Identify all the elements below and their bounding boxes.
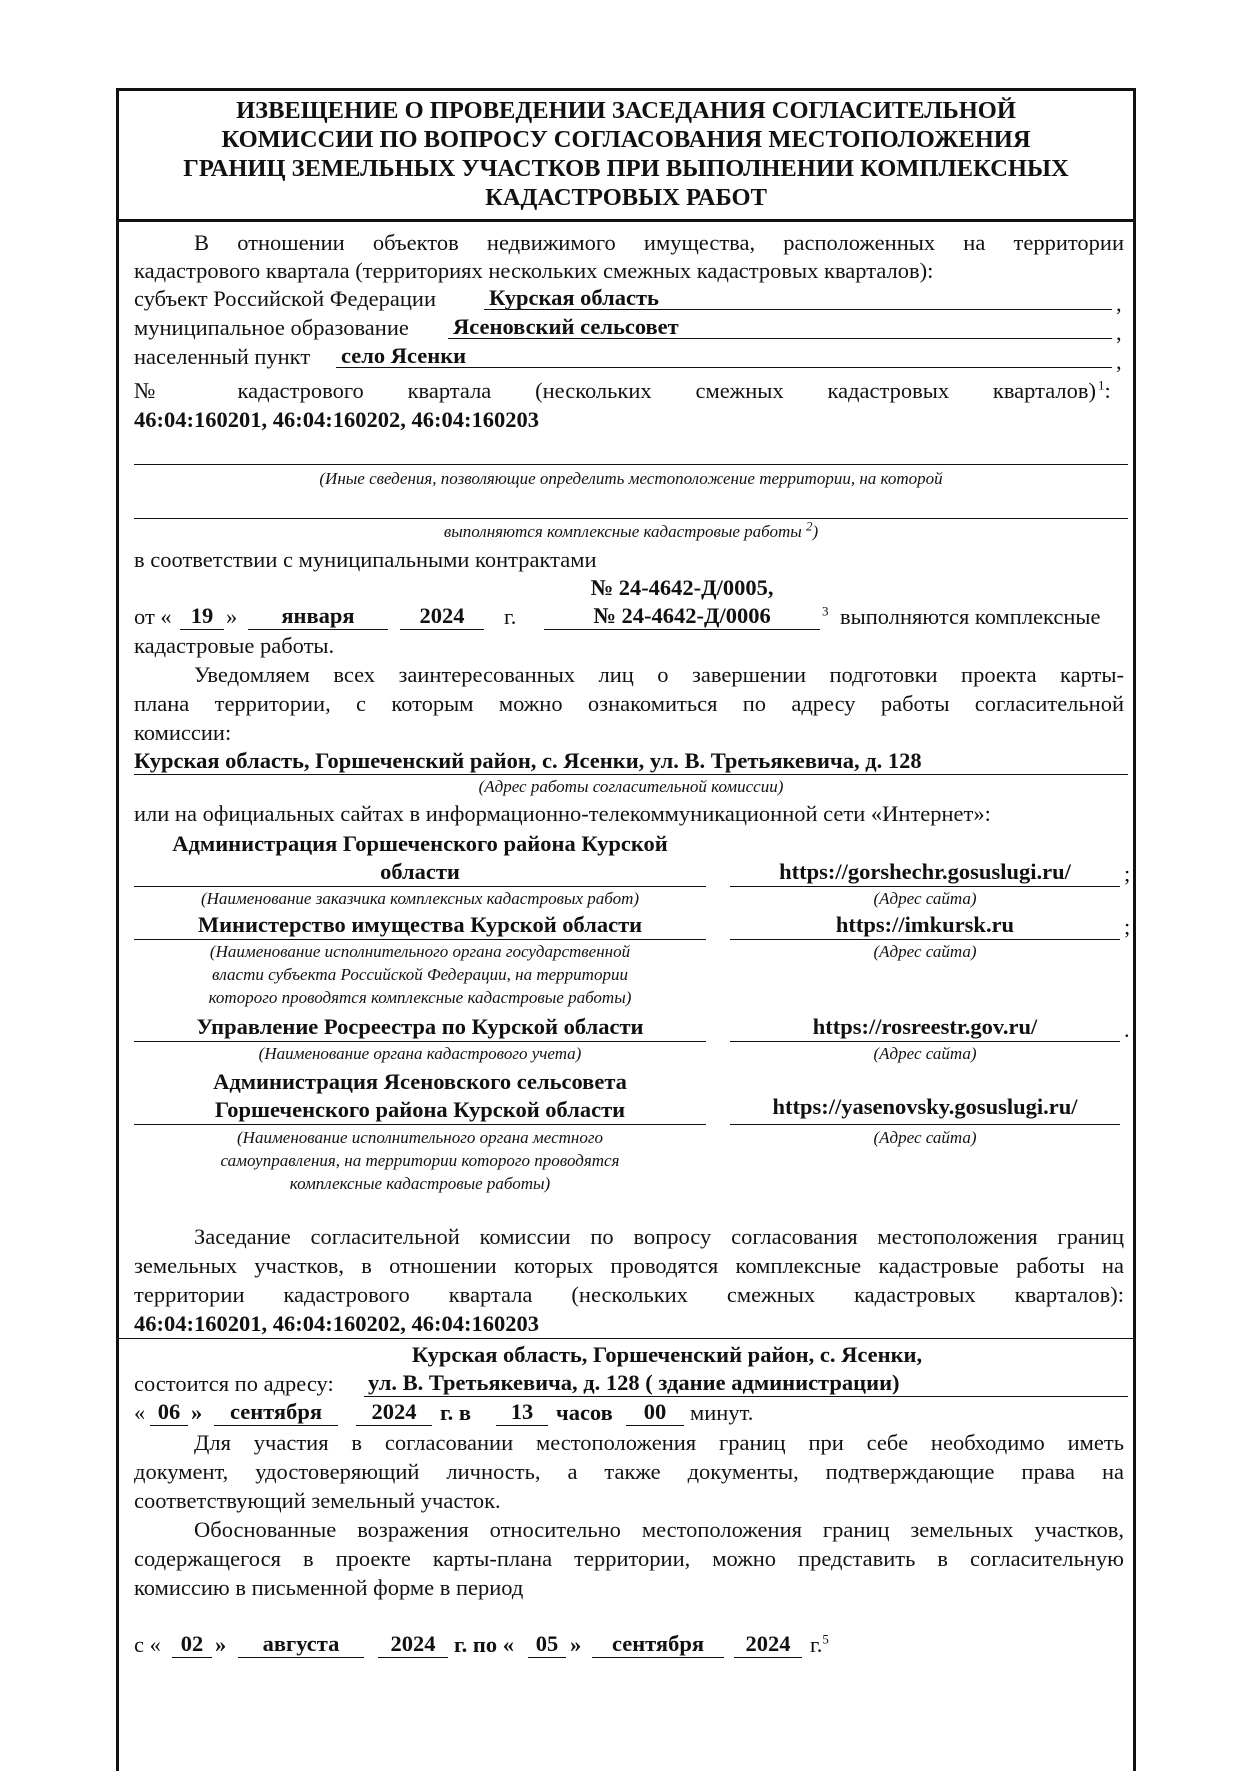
site-url-caption: (Адрес сайта): [873, 1044, 977, 1063]
title-line: ИЗВЕЩЕНИЕ О ПРОВЕДЕНИИ ЗАСЕДАНИЯ СОГЛАСИТЕЛЬНОЙ: [236, 97, 1016, 124]
site-name-caption: (Наименование заказчика комплексных кадастровых работ): [200, 889, 640, 908]
period-to-day: 05: [528, 1630, 566, 1658]
comma: ,: [1116, 320, 1122, 345]
title-line: КОМИССИИ ПО ВОПРОСУ СОГЛАСОВАНИЯ МЕСТОПОЛОЖЕНИЯ: [221, 126, 1031, 153]
site-name-underline: [134, 1041, 706, 1042]
address-caption: (Адрес работы согласительной комиссии): [478, 777, 784, 796]
quote-close: »: [226, 604, 238, 629]
site-name-caption: самоуправления, на территории которого проводятся: [220, 1151, 620, 1170]
municipality-underline: [448, 338, 1112, 339]
municipality-value: Ясеновский сельсовет: [453, 314, 679, 339]
quote-open: «: [134, 1400, 146, 1425]
site-name-caption: которого проводятся комплексные кадастровые работы): [208, 988, 632, 1007]
site-url[interactable]: https://gorshechr.gosuslugi.ru/: [779, 859, 1071, 884]
intro-line: кадастрового квартала (территориях нескольких смежных кадастровых кварталов):: [134, 258, 934, 283]
site-url-caption: (Адрес сайта): [873, 942, 977, 961]
period-from-year: 2024: [378, 1630, 448, 1658]
meeting-line: земельных участков, в отношении которых проводятся комплексные кадастровые работы на: [134, 1253, 1124, 1278]
site-name: Горшеченского района Курской области: [214, 1097, 626, 1122]
other-info-underline: [134, 464, 1128, 465]
site-url-underline: [730, 1041, 1120, 1042]
site-name-underline: [134, 939, 706, 940]
settlement-underline: [336, 367, 1112, 368]
site-url[interactable]: https://yasenovsky.gosuslugi.ru/: [772, 1094, 1078, 1119]
intro-line: В отношении объектов недвижимого имущества, расположенных на территории: [194, 230, 1124, 255]
contract-from: от «: [134, 604, 172, 629]
period-from-month: августа: [238, 1630, 364, 1658]
period-to-month: сентября: [592, 1630, 724, 1658]
site-name-underline: [134, 1124, 706, 1125]
meeting-month: сентября: [214, 1398, 338, 1426]
participation-line: соответствующий земельный участок.: [134, 1488, 501, 1513]
site-name: Управление Росреестра по Курской области: [196, 1014, 644, 1039]
period-from-day: 02: [172, 1630, 212, 1658]
meeting-year: 2024: [356, 1398, 432, 1426]
participation-line: Для участия в согласовании местоположения границ при себе необходимо иметь: [194, 1430, 1124, 1455]
notice-title: [119, 96, 1133, 212]
meeting-hour: 13: [496, 1398, 548, 1426]
punct: ;: [1124, 861, 1131, 886]
site-name-caption: комплексные кадастровые работы): [289, 1174, 551, 1193]
comma: ,: [1116, 349, 1122, 374]
site-url[interactable]: https://imkursk.ru: [835, 912, 1015, 937]
subject-label: субъект Российской Федерации: [134, 286, 437, 311]
quote-close: »: [570, 1632, 582, 1657]
site-url-underline: [730, 939, 1120, 940]
meeting-minutes-label: минут.: [690, 1400, 754, 1425]
title-divider: [116, 219, 1133, 222]
site-name-caption: власти субъекта Российской Федерации, на территории: [212, 965, 628, 984]
meeting-day: 06: [150, 1398, 188, 1426]
meeting-address: Курская область, Горшеченский район, с. Ясенки,: [411, 1342, 923, 1367]
contract-year-suffix: г.: [504, 604, 517, 629]
quote-close: »: [215, 1632, 227, 1657]
address-underline: [134, 774, 1128, 775]
meeting-minute: 00: [626, 1398, 684, 1426]
site-url-underline: [730, 1124, 1120, 1125]
site-name-caption: (Наименование исполнительного органа государственной: [209, 942, 631, 961]
site-name-caption: (Наименование органа кадастрового учета): [258, 1044, 582, 1063]
commission-address: Курская область, Горшеченский район, с. Ясенки, ул. В. Третьякевича, д. 128: [134, 748, 922, 773]
meeting-line: территории кадастрового квартала (нескольких смежных кадастровых кварталов):: [134, 1282, 1124, 1307]
participation-line: документ, удостоверяющий личность, а также документы, подтверждающие права на: [134, 1459, 1124, 1484]
notice-line: комиссии:: [134, 720, 232, 745]
contract-number: № 24-4642-Д/0005,: [590, 575, 774, 600]
site-url-underline: [730, 886, 1120, 887]
settlement-label: населенный пункт: [134, 344, 311, 369]
meeting-address-underline: [364, 1396, 1128, 1397]
objections-line: содержащегося в проекте карты-плана территории, можно представить в согласительную: [134, 1546, 1124, 1571]
quarter-footnote: $^1$:: [1098, 377, 1111, 403]
punct: .: [1124, 1017, 1130, 1042]
contract-day: 19: [180, 602, 224, 630]
meeting-address: ул. В. Третьякевича, д. 128 ( здание администрации): [368, 1370, 900, 1395]
meeting-line: Заседание согласительной комиссии по вопросу согласования местоположения границ: [194, 1224, 1124, 1249]
period-mid: г. по «: [454, 1632, 515, 1657]
site-name: Администрация Ясеновского сельсовета: [213, 1069, 627, 1094]
title-line: ГРАНИЦ ЗЕМЕЛЬНЫХ УЧАСТКОВ ПРИ ВЫПОЛНЕНИИ КОМПЛЕКСНЫХ: [183, 155, 1069, 182]
contract-intro: в соответствии с муниципальными контрактами: [134, 547, 597, 572]
quarter-label: № кадастрового квартала (нескольких смежных кадастровых кварталов): [134, 378, 1096, 403]
meeting-quarters: 46:04:160201, 46:04:160202, 46:04:160203: [134, 1311, 539, 1336]
site-name-underline: [134, 886, 706, 887]
objections-line: Обоснованные возражения относительно местоположения границ земельных участков,: [194, 1517, 1124, 1542]
contract-tail: выполняются комплексные: [840, 604, 1101, 629]
contract-number: № 24-4642-Д/0006: [544, 602, 820, 630]
settlement-value: село Ясенки: [341, 343, 467, 368]
site-name: области: [380, 859, 460, 884]
subject-value: Курская область: [489, 285, 659, 310]
notice-line: Уведомляем всех заинтересованных лиц о завершении подготовки проекта карты-: [194, 662, 1124, 687]
quote-close: »: [191, 1400, 203, 1425]
meeting-divider: [116, 1338, 1133, 1339]
punct: ;: [1124, 914, 1131, 939]
site-url-caption: (Адрес сайта): [873, 889, 977, 908]
quarter-value: 46:04:160201, 46:04:160202, 46:04:160203: [134, 407, 539, 432]
period-from-label: с «: [134, 1632, 161, 1657]
municipality-label: муниципальное образование: [134, 315, 409, 340]
other-info-caption: (Иные сведения, позволяющие определить местоположение территории, на которой: [319, 469, 943, 488]
site-url[interactable]: https://rosreestr.gov.ru/: [812, 1014, 1038, 1039]
meeting-g-v: г. в: [440, 1400, 472, 1425]
notice-line: плана территории, с которым можно ознакомиться по адресу работы согласительной: [134, 691, 1124, 716]
site-name: Министерство имущества Курской области: [197, 912, 643, 937]
contract-month: января: [248, 602, 388, 630]
site-url-caption: (Адрес сайта): [873, 1128, 977, 1147]
meeting-address-label: состоится по адресу:: [134, 1371, 334, 1396]
period-to-year: 2024: [734, 1630, 802, 1658]
period-g: г.$^5$: [810, 1631, 829, 1657]
other-info-caption: выполняются комплексные кадастровые работы $^2$): [443, 518, 819, 541]
sites-intro: или на официальных сайтах в информационно-телекоммуникационной сети «Интернет»:: [134, 801, 991, 826]
other-info-underline: [134, 518, 1128, 519]
contract-year: 2024: [400, 602, 484, 630]
subject-underline: [484, 309, 1112, 310]
contract-tail: кадастровые работы.: [134, 633, 335, 658]
title-line: КАДАСТРОВЫХ РАБОТ: [485, 184, 767, 211]
contract-footnote: 3: [822, 603, 829, 619]
site-name-caption: (Наименование исполнительного органа местного: [237, 1128, 603, 1147]
site-name: Администрация Горшеченского района Курской: [172, 831, 668, 856]
comma: ,: [1116, 291, 1122, 316]
meeting-hours-label: часов: [556, 1400, 613, 1425]
objections-line: комиссию в письменной форме в период: [134, 1575, 524, 1600]
